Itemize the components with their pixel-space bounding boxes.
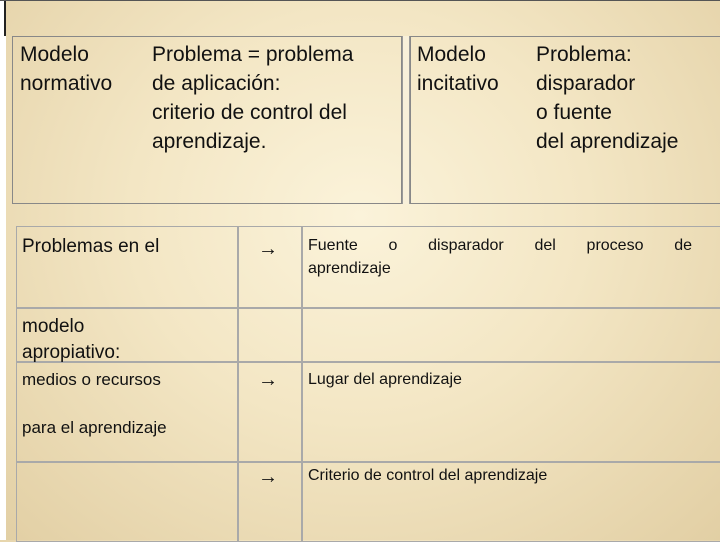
incitativo-term-line2: incitativo: [417, 72, 499, 95]
incitativo-problem-title: Problema:: [536, 43, 632, 66]
incitativo-desc-line3: del aprendizaje: [536, 130, 679, 153]
normativo-desc-line2: criterio de control del: [152, 101, 347, 124]
column-separator: [402, 36, 410, 204]
table-cell-r2c3: [302, 308, 720, 362]
incitativo-desc-line2: o fuente: [536, 101, 612, 124]
normativo-problem-heading: [152, 40, 402, 69]
normativo-problem-rest: = problema: [241, 43, 354, 66]
label-apropiativo: apropiativo:: [22, 342, 121, 363]
top-rule: [0, 0, 720, 1]
label-problemas: Problemas en el: [22, 236, 160, 257]
corner-mark: [4, 0, 10, 36]
incitativo-desc-line1: disparador: [536, 72, 636, 95]
item3-text: Criterio de control del aprendizaje: [308, 467, 548, 484]
table-cell-r4c1: [16, 462, 238, 542]
arrow-right-icon: →: [258, 238, 278, 260]
normativo-desc-line3: aprendizaje.: [152, 130, 267, 153]
table-cell-r2c2: [238, 308, 302, 362]
item1-line1: Fuente o disparador del proceso de: [308, 237, 692, 254]
label-modelo: modelo: [22, 316, 85, 337]
label-medios: medios o recursos: [22, 370, 161, 389]
normativo-desc-line1: de aplicación:: [152, 72, 281, 95]
left-edge-strip: [0, 0, 6, 540]
normativo-problem: [152, 40, 402, 156]
incitativo-problem: [536, 40, 720, 156]
incitativo-term: [417, 40, 499, 98]
normativo-problem-title: Problema: [152, 43, 242, 66]
arrow-right-icon: →: [258, 369, 278, 391]
incitativo-term-line1: Modelo: [417, 43, 486, 66]
label-para: para el aprendizaje: [22, 418, 167, 437]
item1-line2: aprendizaje: [308, 260, 391, 277]
normativo-term: [20, 40, 112, 98]
normativo-term-line2: normativo: [20, 72, 113, 95]
arrow-right-icon: →: [258, 466, 278, 488]
item2-text: Lugar del aprendizaje: [308, 371, 462, 388]
normativo-term-line1: Modelo: [20, 43, 89, 66]
